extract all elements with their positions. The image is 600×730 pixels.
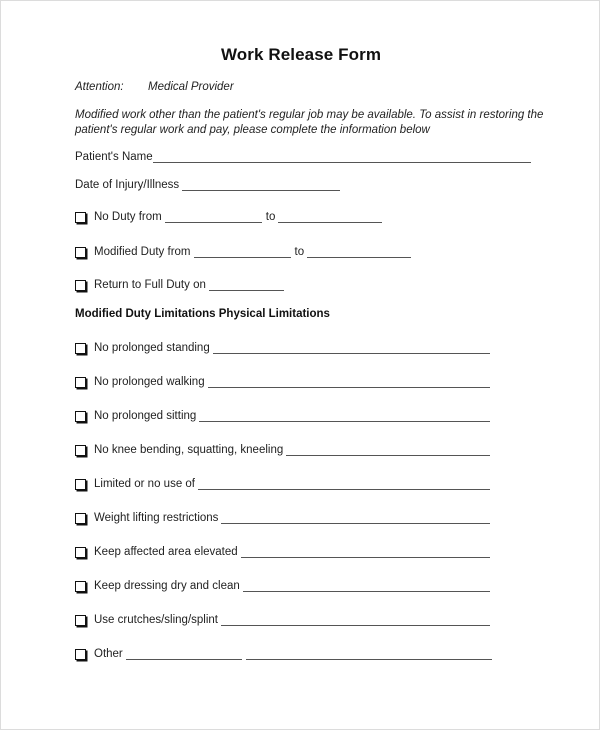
intro-text: Modified work other than the patient's regular job may be available. To assist in restoring the patient's regular work and pay, please complete the information below [75, 109, 544, 136]
no-duty-checkbox[interactable] [75, 212, 86, 223]
limitation-label: Weight lifting restrictions [94, 512, 219, 524]
patient-name-label: Patient's Name [75, 151, 153, 163]
no-duty-from-field[interactable] [165, 212, 262, 223]
limitation-label: Limited or no use of [94, 478, 196, 490]
limitation-label: No prolonged sitting [94, 410, 197, 422]
limitation-checkbox[interactable] [75, 513, 86, 524]
limitation-details-field[interactable] [221, 615, 490, 626]
date-of-injury-label: Date of Injury/Illness [75, 179, 180, 191]
other-specify-field[interactable] [126, 649, 242, 660]
limitation-details-field[interactable] [208, 377, 490, 388]
limitation-details-field[interactable] [199, 411, 490, 422]
limitation-row [75, 546, 490, 558]
return-full-duty-checkbox[interactable] [75, 280, 86, 291]
date-of-injury-field[interactable] [182, 180, 340, 191]
no-duty-row [75, 211, 382, 223]
limitation-details-field[interactable] [243, 581, 490, 592]
limitation-details-field[interactable] [286, 445, 490, 456]
limitation-label: No prolonged standing [94, 342, 210, 354]
limitation-label: Use crutches/sling/splint [94, 614, 218, 626]
limitation-details-field[interactable] [241, 547, 490, 558]
other-details-field[interactable] [246, 649, 492, 660]
limitation-label: No knee bending, squatting, kneeling [94, 444, 284, 456]
limitation-row [75, 614, 490, 626]
modified-duty-from-field[interactable] [194, 247, 291, 258]
modified-duty-row [75, 246, 411, 258]
limitation-details-field[interactable] [213, 343, 490, 354]
limitation-checkbox[interactable] [75, 445, 86, 456]
modified-duty-to-label: to [294, 246, 305, 258]
limitation-row [75, 444, 490, 456]
attention-line [75, 81, 234, 93]
limitation-checkbox[interactable] [75, 649, 86, 660]
modified-duty-checkbox[interactable] [75, 247, 86, 258]
limitation-details-field[interactable] [221, 513, 490, 524]
return-full-duty-row [75, 279, 284, 291]
limitation-checkbox[interactable] [75, 343, 86, 354]
limitation-row [75, 648, 492, 660]
limitation-row [75, 512, 490, 524]
limitation-checkbox[interactable] [75, 547, 86, 558]
limitation-row [75, 342, 490, 354]
limitation-checkbox[interactable] [75, 377, 86, 388]
form-title: Work Release Form [220, 45, 382, 64]
limitations-heading: Modified Duty Limitations Physical Limitations [75, 308, 330, 320]
limitation-label: Keep affected area elevated [94, 546, 238, 558]
limitation-checkbox[interactable] [75, 411, 86, 422]
modified-duty-to-field[interactable] [307, 247, 411, 258]
return-full-duty-label: Return to Full Duty on [94, 279, 206, 291]
no-duty-to-label: to [265, 211, 276, 223]
attention-label: Attention: [75, 81, 124, 93]
patient-name-row [75, 151, 531, 163]
limitation-label: Other [94, 648, 123, 660]
limitation-checkbox[interactable] [75, 479, 86, 490]
limitation-row [75, 580, 490, 592]
limitation-checkbox[interactable] [75, 581, 86, 592]
no-duty-label: No Duty from [94, 211, 162, 223]
no-duty-to-field[interactable] [278, 212, 382, 223]
limitation-checkbox[interactable] [75, 615, 86, 626]
limitation-row [75, 376, 490, 388]
limitation-row [75, 410, 490, 422]
date-of-injury-row [75, 179, 340, 191]
limitation-row [75, 478, 490, 490]
limitation-label: No prolonged walking [94, 376, 205, 388]
return-full-duty-field[interactable] [209, 280, 284, 291]
attention-value: Medical Provider [148, 81, 234, 93]
patient-name-field[interactable] [153, 152, 531, 163]
limitation-label: Keep dressing dry and clean [94, 580, 240, 592]
modified-duty-label: Modified Duty from [94, 246, 191, 258]
limitation-details-field[interactable] [198, 479, 490, 490]
